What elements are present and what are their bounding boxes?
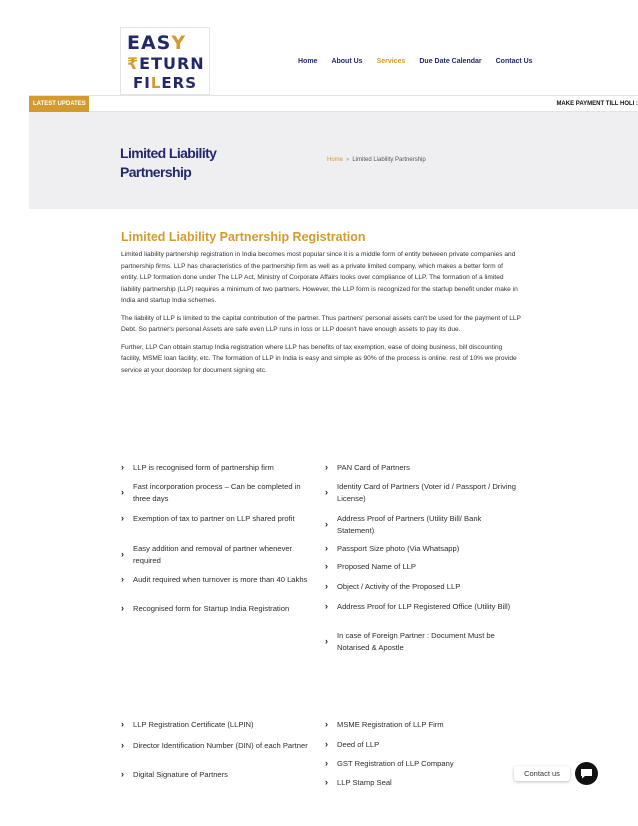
list-item: › Digital Signature of Partners: [121, 769, 228, 779]
chevron-right-icon: ›: [121, 462, 124, 472]
chevron-right-icon: ›: [121, 513, 124, 523]
list-item: › Address Proof for LLP Registered Office (Utility Bill): [325, 601, 511, 611]
list-item: › Passport Size photo (Via Whatsapp): [325, 543, 460, 553]
page-banner: [29, 112, 638, 209]
list-item: › Recognised form for Startup India Registration: [121, 603, 290, 613]
site-header: [0, 0, 638, 95]
chevron-right-icon: ›: [121, 719, 124, 729]
list-item: › Easy addition and removal of partner whenever required: [121, 544, 293, 565]
chevron-right-icon: ›: [325, 581, 328, 591]
chevron-right-icon: ›: [121, 548, 124, 559]
chevron-right-icon: ›: [325, 543, 328, 553]
chevron-right-icon: ›: [325, 758, 328, 768]
breadcrumb: [327, 157, 426, 163]
list-item: › Object / Activity of the Proposed LLP: [325, 581, 461, 591]
liability-paragraph: The liability of LLP is limited to the capital contribution of the partner. Thus partners' personal assets can't be used for the payment of LLP Debt. So partner's personal Assets are safe even LLP runs in loss or LLP doesn't have enough assets to pay its due.: [121, 314, 521, 333]
chevron-right-icon: ›: [121, 740, 124, 750]
list-item: › Director Identification Number (DIN) of each Partner: [121, 740, 308, 750]
chevron-right-icon: ›: [325, 601, 328, 611]
breadcrumb-home[interactable]: Home: [327, 157, 344, 163]
latest-updates-ticker: [29, 95, 638, 112]
benefits-paragraph: Further, LLP Can obtain startup India registration where LLP has benefits of tax exemption, ease of doing business, bill discounting facility, MSME loan facility, etc. The formation of LLP in India is easy and simple as 90% of the process is online. rest of 10% we provide service at your doorstep for document signing etc.: [121, 343, 517, 374]
nav-due-date-calendar[interactable]: Due Date Calendar: [419, 58, 482, 65]
latest-updates-tag: LATEST UPDATES: [29, 96, 89, 112]
nav-about-us[interactable]: About Us: [331, 58, 363, 65]
list-item: › Address Proof of Partners (Utility Bill/ Bank Statement): [325, 514, 482, 535]
intro-paragraph: Limited liability partnership registration in India becomes most popular since it is a middle form of entity between private companies and partnership firms. LLP has characteristics of the partnership firm as well as a private limited company, which makes a better form of entity. LLP formation done under The LLP Act, Ministry of Corporate Affairs looks over compliance of LLP. The formation of a limited liability partnership (LLP) requires a minimum of two partners. However, the LLP form is recognized for the startup benefit under make in India and startup India schemes.: [121, 251, 518, 304]
chat-icon: [580, 768, 593, 779]
list-item: › PAN Card of Partners: [325, 462, 410, 472]
list-item: › MSME Registration of LLP Firm: [325, 719, 444, 729]
chevron-right-icon: ›: [325, 635, 328, 646]
chevron-right-icon: ›: [325, 739, 328, 749]
list-item: › LLP Registration Certificate (LLPIN): [121, 719, 254, 729]
list-item: › LLP Stamp Seal: [325, 777, 392, 787]
list-item: › Audit required when turnover is more than 40 Lakhs: [121, 574, 308, 584]
contact-us-button[interactable]: [575, 762, 598, 785]
nav-contact-us[interactable]: Contact Us: [495, 58, 533, 65]
chevron-right-icon: ›: [325, 518, 328, 529]
chevron-right-icon: ›: [325, 462, 328, 472]
main-nav: [298, 58, 547, 65]
nav-services[interactable]: Services: [376, 58, 406, 65]
list-item: › LLP is recognised form of partnership firm: [121, 462, 274, 472]
page-title: Limited Liability Partnership: [120, 145, 217, 180]
list-item: › Deed of LLP: [325, 739, 380, 749]
chevron-right-icon: ›: [121, 574, 124, 584]
site-logo[interactable]: [120, 27, 210, 95]
contact-us-label[interactable]: Contact us: [514, 766, 570, 781]
nav-home[interactable]: Home: [298, 58, 318, 65]
list-item: › In case of Foreign Partner : Document Must be Notarised & Apostle: [325, 631, 495, 652]
chevron-right-icon: ›: [325, 486, 328, 497]
chevron-right-icon: ›: [121, 769, 124, 779]
chevron-right-icon: ›: [121, 486, 124, 497]
chevron-right-icon: ›: [325, 561, 328, 571]
logo-line-3: FILERS: [133, 74, 197, 92]
list-item: › Fast incorporation process – Can be completed in three days: [121, 482, 301, 503]
main-content: [121, 230, 521, 382]
list-item: › GST Registration of LLP Company: [325, 758, 454, 768]
section-heading: Limited Liability Partnership Registration: [121, 230, 366, 244]
list-item: › Proposed Name of LLP: [325, 561, 416, 571]
list-item: › Exemption of tax to partner on LLP shared profit: [121, 513, 295, 523]
chevron-right-icon: ›: [121, 603, 124, 613]
chevron-right-icon: ›: [325, 719, 328, 729]
logo-line-2: ₹ETURN: [127, 54, 205, 73]
logo-line-1: EASY: [127, 32, 187, 54]
breadcrumb-current: Limited Liability Partnership: [352, 157, 426, 163]
list-item: › Identity Card of Partners (Voter id / Passport / Driving License): [325, 482, 516, 503]
ticker-message[interactable]: MAKE PAYMENT TILL HOLI :: [556, 101, 638, 107]
breadcrumb-separator: »: [346, 157, 350, 163]
chevron-right-icon: ›: [325, 777, 328, 787]
